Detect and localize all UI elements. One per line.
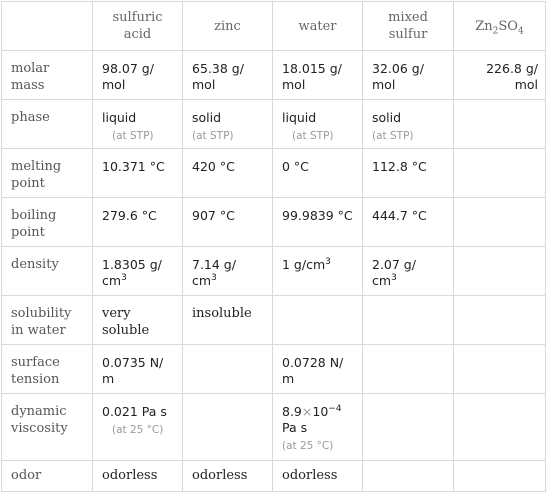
cell: 1.8305 g/ $cm^3$	[93, 247, 183, 296]
cell: $8.9\times 10^{-4}$ Pa s (at 25 °C)	[273, 394, 363, 461]
cell: odorless	[93, 461, 183, 492]
row-label: molar mass	[2, 51, 93, 100]
cell: 99.9839 °C	[273, 198, 363, 247]
row-label: phase	[2, 100, 93, 149]
cell: 32.06 g/ mol	[363, 51, 454, 100]
cell	[273, 296, 363, 345]
cell: insoluble	[183, 296, 273, 345]
col-header-sulfuric-acid: sulfuric acid	[93, 2, 183, 51]
cell: 1 $g/cm^3$	[273, 247, 363, 296]
row-solubility	[2, 296, 546, 345]
row-label: boiling point	[2, 198, 93, 247]
cell	[454, 461, 546, 492]
cell: 18.015 g/ mol	[273, 51, 363, 100]
cell: 65.38 g/ mol	[183, 51, 273, 100]
cell: 0 °C	[273, 149, 363, 198]
row-odor	[2, 461, 546, 492]
cell	[93, 394, 183, 461]
col-header-mixed-sulfur: mixed sulfur	[363, 2, 454, 51]
cell: 226.8 g/ mol	[454, 51, 546, 100]
col-header-zn2so4: $Zn_2SO_4$	[454, 2, 546, 51]
row-molar-mass	[2, 51, 546, 100]
cell	[454, 198, 546, 247]
cell	[363, 394, 454, 461]
cell-value: liquid	[102, 110, 137, 125]
cell: 907 °C	[183, 198, 273, 247]
corner-cell	[2, 2, 93, 51]
cell-note: (at STP)	[192, 130, 234, 142]
cell: very soluble	[93, 296, 183, 345]
row-label: surface tension	[2, 345, 93, 394]
cell: 10.371 °C	[93, 149, 183, 198]
row-dynamic-viscosity	[2, 394, 546, 461]
cell	[183, 345, 273, 394]
row-label: melting point	[2, 149, 93, 198]
row-boiling-point	[2, 198, 546, 247]
cell: 0.0735 N/ m	[93, 345, 183, 394]
cell	[454, 296, 546, 345]
row-label: odor	[2, 461, 93, 492]
cell	[363, 461, 454, 492]
cell: odorless	[183, 461, 273, 492]
cell	[273, 100, 363, 149]
row-phase	[2, 100, 546, 149]
header-row	[2, 2, 546, 51]
cell-value: liquid	[282, 110, 317, 125]
cell	[454, 247, 546, 296]
cell-value: solid	[372, 110, 402, 125]
cell	[454, 149, 546, 198]
cell-note: (at 25 °C)	[282, 440, 334, 452]
cell-note: (at 25 °C)	[112, 424, 164, 436]
cell: 98.07 g/ mol	[93, 51, 183, 100]
cell	[363, 100, 454, 149]
properties-table	[1, 1, 546, 492]
cell: 7.14 g/ $cm^3$	[183, 247, 273, 296]
row-surface-tension	[2, 345, 546, 394]
row-density	[2, 247, 546, 296]
cell-value: 0.021 Pa s	[102, 404, 167, 419]
cell	[183, 394, 273, 461]
cell: 112.8 °C	[363, 149, 454, 198]
col-header-zinc: zinc	[183, 2, 273, 51]
cell	[183, 100, 273, 149]
cell: 279.6 °C	[93, 198, 183, 247]
cell-note: (at STP)	[372, 130, 414, 142]
cell	[363, 296, 454, 345]
col-header-water: water	[273, 2, 363, 51]
row-label: density	[2, 247, 93, 296]
cell-value: solid	[192, 110, 222, 125]
cell: odorless	[273, 461, 363, 492]
cell-note: (at STP)	[112, 130, 154, 142]
cell	[454, 345, 546, 394]
cell	[363, 345, 454, 394]
cell: 2.07 g/ $cm^3$	[363, 247, 454, 296]
cell: 420 °C	[183, 149, 273, 198]
cell: 0.0728 N/ m	[273, 345, 363, 394]
cell	[93, 100, 183, 149]
row-label: solubility in water	[2, 296, 93, 345]
cell	[454, 100, 546, 149]
cell	[454, 394, 546, 461]
row-label: dynamic viscosity	[2, 394, 93, 461]
cell: 444.7 °C	[363, 198, 454, 247]
cell-note: (at STP)	[292, 130, 334, 142]
row-melting-point	[2, 149, 546, 198]
